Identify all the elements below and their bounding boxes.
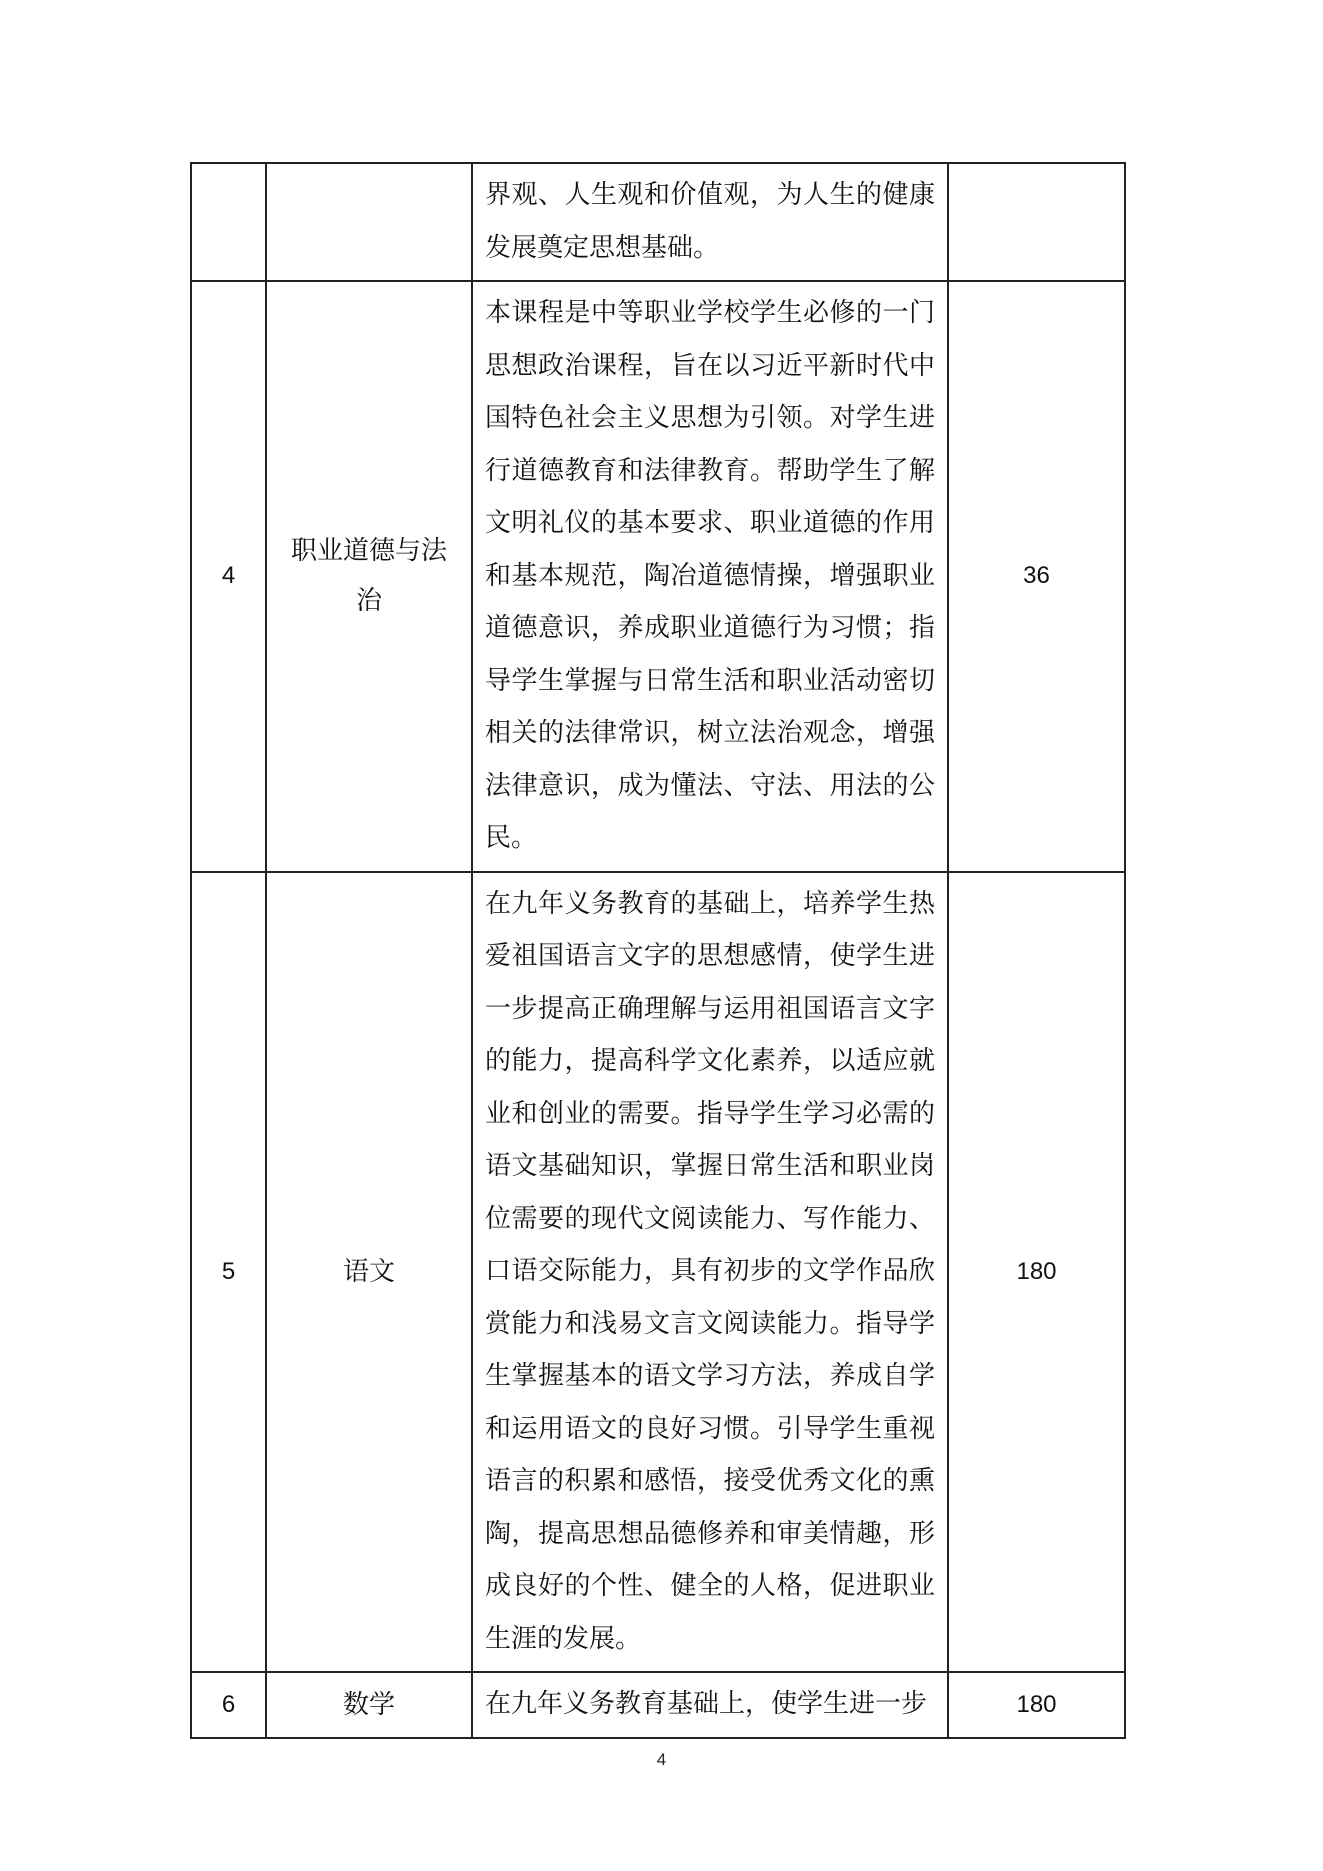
course-description-cell: 界观、人生观和价值观，为人生的健康发展奠定思想基础。 — [472, 163, 948, 281]
course-number-cell: 4 — [191, 281, 266, 872]
course-name: 语文 — [342, 1256, 395, 1287]
course-number-cell: 5 — [191, 872, 266, 1673]
course-hours-cell: 180 — [948, 1672, 1125, 1738]
course-name-cell — [266, 281, 472, 872]
course-description-cell: 本课程是中等职业学校学生必修的一门思想政治课程，旨在以习近平新时代中国特色社会主义思想为引领。对学生进行道德教育和法律教育。帮助学生了解文明礼仪的基本要求、职业道德的作用和基本规范，陶冶道德情操，增强职业道德意识，养成职业道德行为习惯；指导学生掌握与日常生活和职业活动密切相关的法律常识，树立法治观念，增强法律意识，成为懂法、守法、用法的公民。 — [472, 281, 948, 872]
course-number-cell: 6 — [191, 1672, 266, 1738]
course-hours-cell — [948, 163, 1125, 281]
course-hours-cell: 180 — [948, 872, 1125, 1673]
course-table — [190, 162, 1126, 1739]
table-row — [191, 1672, 1125, 1738]
page-number: 4 — [656, 1750, 667, 1769]
course-hours-cell: 36 — [948, 281, 1125, 872]
course-name: 数学 — [342, 1689, 395, 1720]
course-description-cell: 在九年义务教育的基础上，培养学生热爱祖国语言文字的思想感情，使学生进一步提高正确理解与运用祖国语言文字的能力，提高科学文化素养，以适应就业和创业的需要。指导学生学习必需的语文基础知识，掌握日常生活和职业岗位需要的现代文阅读能力、写作能力、口语交际能力，具有初步的文学作品欣赏能力和浅易文言文阅读能力。指导学生掌握基本的语文学习方法，养成自学和运用语文的良好习惯。引导学生重视语言的积累和感悟，接受优秀文化的熏陶，提高思想品德修养和审美情趣，形成良好的个性、健全的人格，促进职业生涯的发展。 — [472, 872, 948, 1673]
table-row — [191, 872, 1125, 1673]
course-name: 职业道德与法治 — [290, 536, 447, 617]
course-name-cell — [266, 872, 472, 1673]
table-row — [191, 281, 1125, 872]
table-row — [191, 163, 1125, 281]
course-name-cell — [266, 1672, 472, 1738]
course-description-cell: 在九年义务教育基础上，使学生进一步 — [472, 1672, 948, 1738]
course-name-cell — [266, 163, 472, 281]
course-number-cell — [191, 163, 266, 281]
